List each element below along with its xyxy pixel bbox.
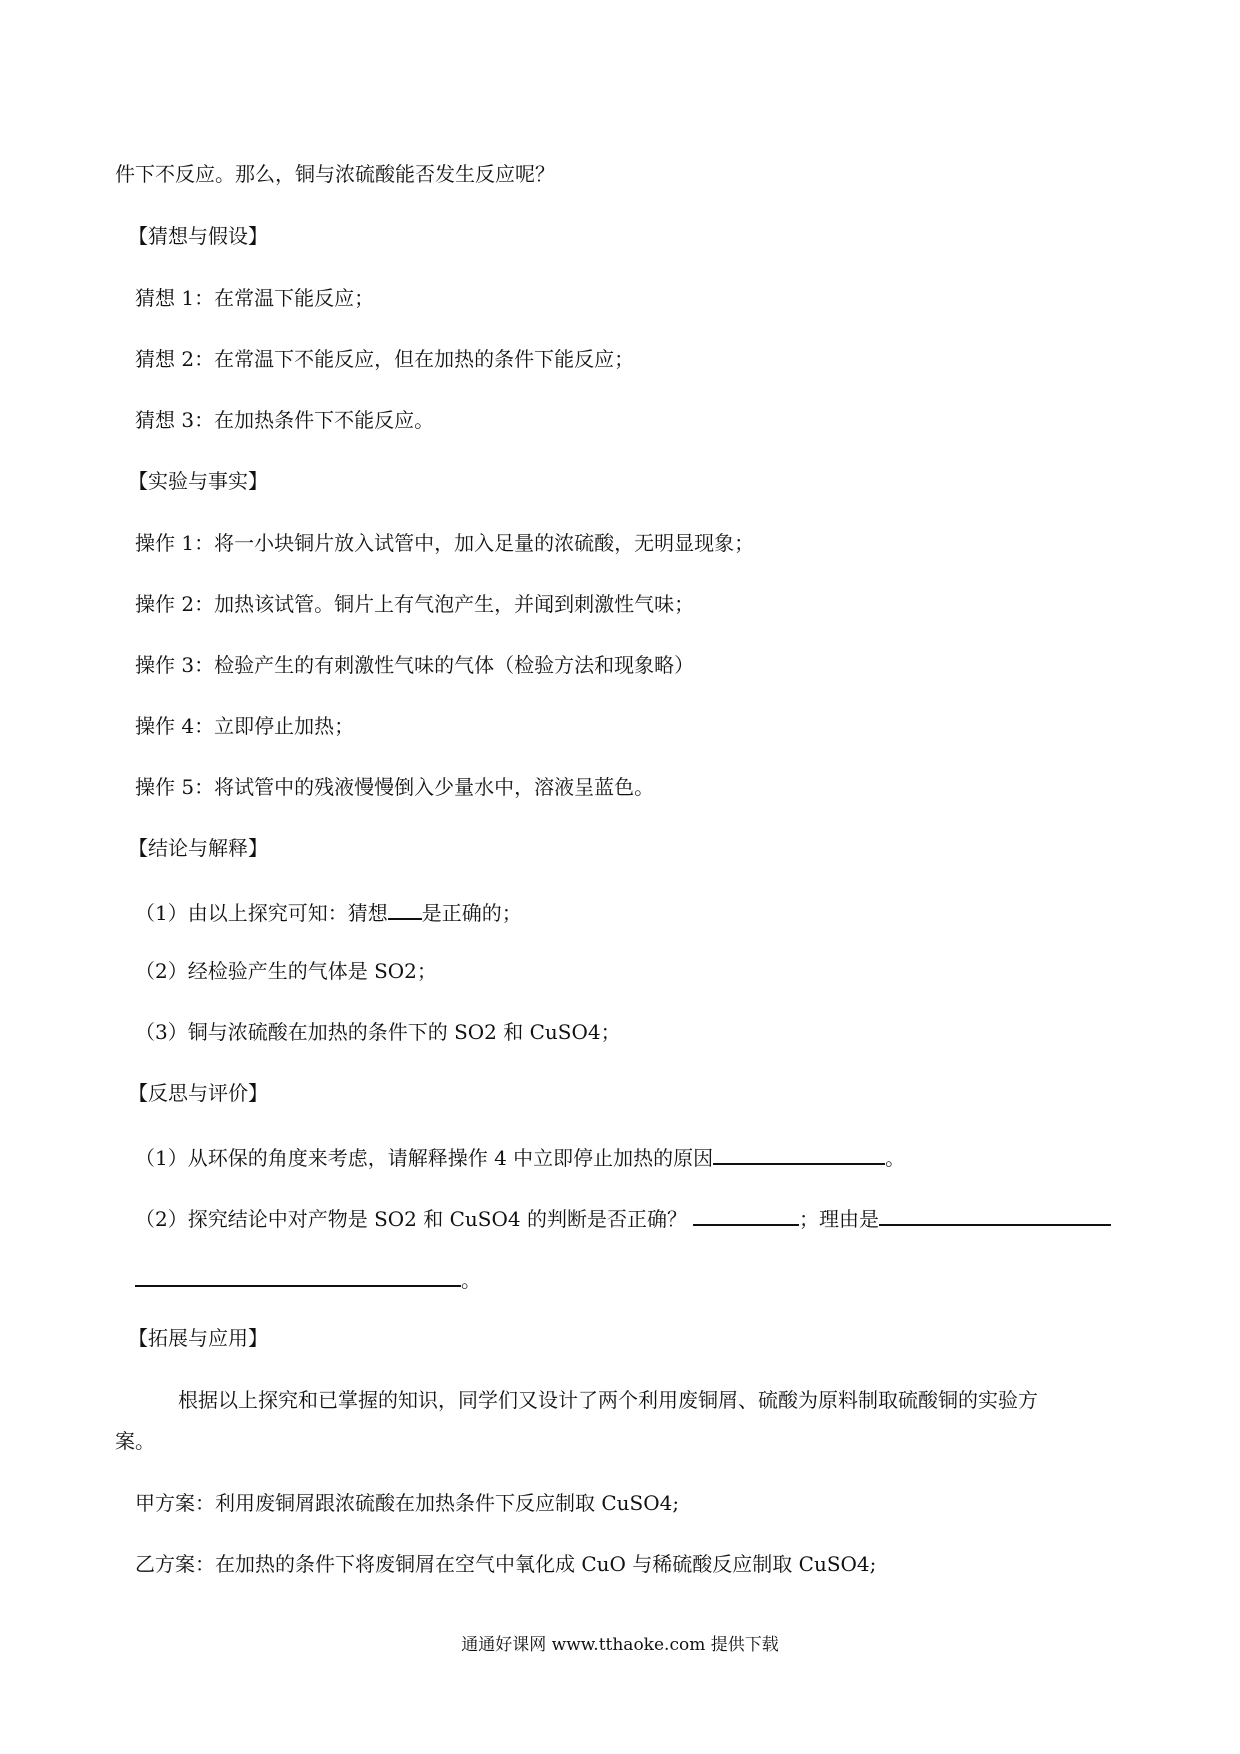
answer-blank-reason-2-cont[interactable] [135, 1263, 461, 1287]
hypothesis-2: 猜想 2：在常温下不能反应，但在加热的条件下能反应； [135, 347, 635, 371]
intro-text: 件下不反应。那么，铜与浓硫酸能否发生反应呢？ [115, 162, 555, 186]
answer-blank-hypothesis[interactable] [388, 896, 422, 920]
conclusion-3: （3）铜与浓硫酸在加热的条件下的 SO2 和 CuSO4； [135, 1020, 621, 1044]
conclusion-2: （2）经检验产生的气体是 SO2； [135, 959, 437, 983]
conclusion-1 [135, 896, 522, 927]
operation-1: 操作 1：将一小块铜片放入试管中，加入足量的浓硫酸，无明显现象； [135, 531, 755, 555]
reflection-1-text-a: （1）从环保的角度来考虑，请解释操作 4 中立即停止加热的原因 [135, 1146, 714, 1170]
reflection-1 [135, 1141, 905, 1172]
reflection-2-text-b: ；理由是 [798, 1207, 879, 1231]
answer-blank-reason-2[interactable] [879, 1202, 1111, 1226]
hypothesis-3: 猜想 3：在加热条件下不能反应。 [135, 408, 435, 432]
answer-blank-correct[interactable] [693, 1202, 799, 1226]
section-extension: 【拓展与应用】 [128, 1326, 268, 1350]
section-experiment: 【实验与事实】 [128, 469, 268, 493]
extension-paragraph-line-2: 案。 [115, 1429, 155, 1453]
operation-2: 操作 2：加热该试管。铜片上有气泡产生，并闻到刺激性气味； [135, 592, 695, 616]
operation-4: 操作 4：立即停止加热； [135, 714, 355, 738]
plan-b: 乙方案：在加热的条件下将废铜屑在空气中氧化成 CuO 与稀硫酸反应制取 CuSO4; [135, 1552, 877, 1576]
section-reflection: 【反思与评价】 [128, 1081, 268, 1105]
plan-a: 甲方案：利用废铜屑跟浓硫酸在加热条件下反应制取 CuSO4; [135, 1491, 680, 1515]
reflection-2-text-a: （2）探究结论中对产物是 SO2 和 CuSO4 的判断是否正确？ [135, 1207, 687, 1231]
reflection-1-text-b: 。 [885, 1146, 906, 1170]
section-hypothesis: 【猜想与假设】 [128, 224, 268, 248]
conclusion-1-text-a: （1）由以上探究可知：猜想 [135, 901, 388, 925]
conclusion-1-text-b: 是正确的； [421, 901, 522, 925]
operation-3: 操作 3：检验产生的有刺激性气味的气体（检验方法和现象略） [135, 653, 695, 677]
answer-blank-reason[interactable] [713, 1141, 885, 1165]
extension-paragraph-line-1: 根据以上探究和已掌握的知识，同学们又设计了两个利用废铜屑、硫酸为原料制取硫酸铜的实验方 [178, 1388, 1038, 1412]
page-footer: 通通好课网 www.tthaoke.com 提供下载 [461, 1635, 779, 1655]
reflection-2-continued [135, 1263, 481, 1294]
hypothesis-1: 猜想 1：在常温下能反应； [135, 286, 375, 310]
section-conclusion: 【结论与解释】 [128, 836, 268, 860]
reflection-2-end: 。 [461, 1268, 481, 1292]
operation-5: 操作 5：将试管中的残液慢慢倒入少量水中，溶液呈蓝色。 [135, 775, 655, 799]
reflection-2 [135, 1202, 1111, 1233]
